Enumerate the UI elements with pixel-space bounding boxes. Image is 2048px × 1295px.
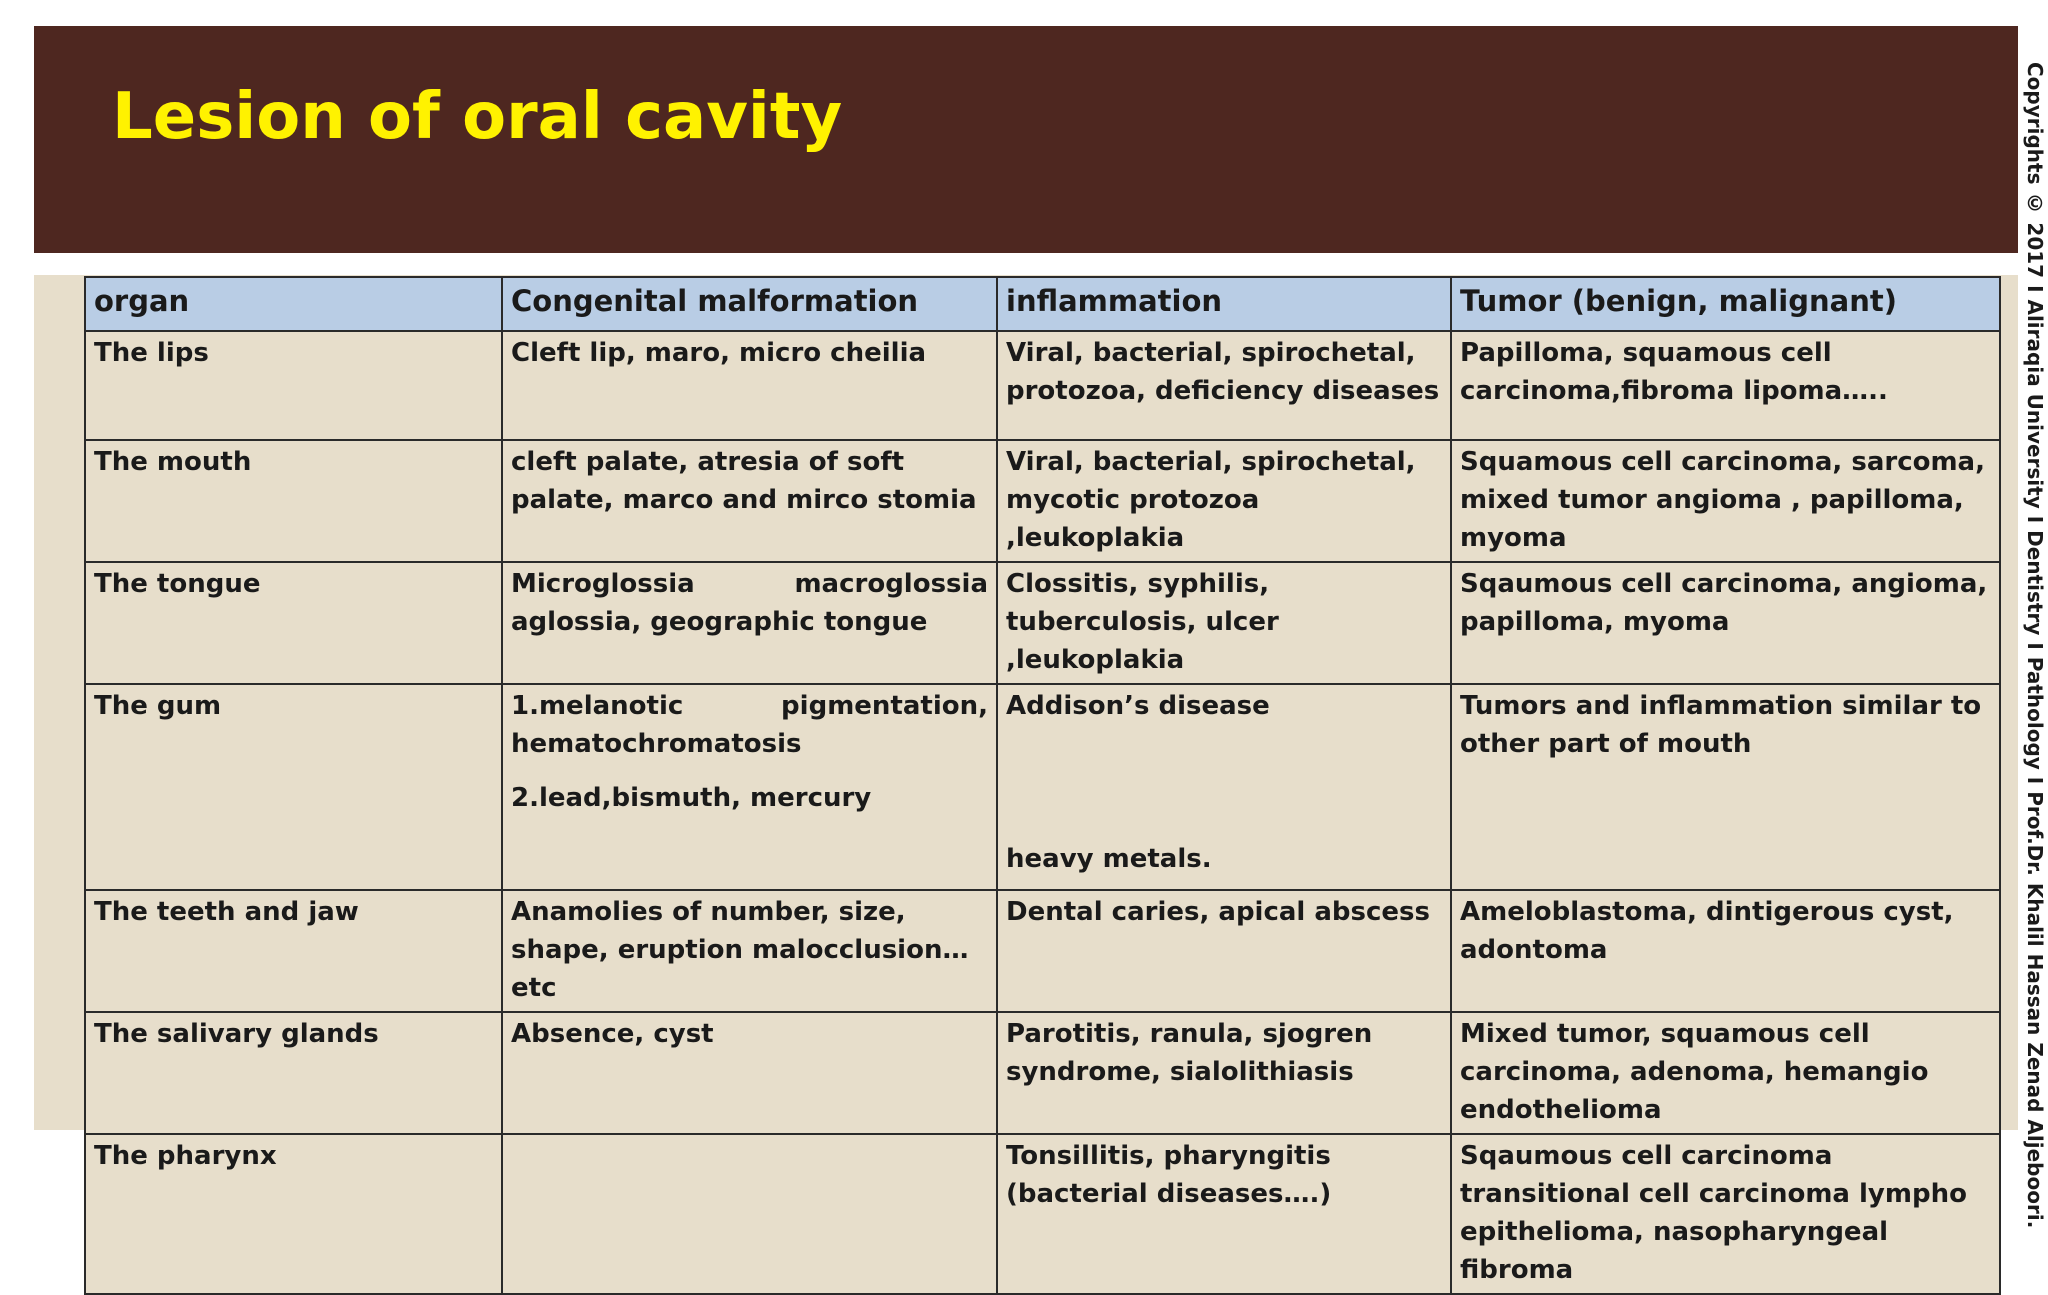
cell-organ: The pharynx — [85, 1134, 502, 1294]
cell-congenital: Anamolies of number, size, shape, eruption malocclusion…etc — [502, 890, 997, 1012]
copyright-notice: Copyrights © 2017 I Aliraqia University I Dentistry I Pathology I Prof.Dr. Khalil Hassan Zenad Aljeboori. — [2023, 62, 2047, 1229]
header-organ: organ — [85, 277, 502, 331]
cell-organ: The gum — [85, 684, 502, 890]
cell-congenital — [502, 1134, 997, 1294]
cell-spacer — [511, 763, 988, 779]
cell-tumor: Sqaumous cell carcinoma transitional cell carcinoma lympho epithelioma, nasopharyngeal fibroma — [1451, 1134, 2000, 1294]
cell-inflammation: Tonsillitis, pharyngitis (bacterial diseases….) — [997, 1134, 1451, 1294]
cell-congenital-line-2: 2.lead,bismuth, mercury — [511, 783, 872, 813]
cell-tumor: Squamous cell carcinoma, sarcoma, mixed tumor angioma , papilloma, myoma — [1451, 440, 2000, 562]
table-header-row — [85, 277, 2000, 331]
cell-organ: The lips — [85, 331, 502, 440]
cell-tumor: Ameloblastoma, dintigerous cyst, adontoma — [1451, 890, 2000, 1012]
cell-congenital — [502, 684, 997, 890]
cell-inflammation: Clossitis, syphilis, tuberculosis, ulcer ,leukoplakia — [997, 562, 1451, 684]
cell-inflammation: Viral, bacterial, spirochetal, mycotic protozoa ,leukoplakia — [997, 440, 1451, 562]
cell-organ: The teeth and jaw — [85, 890, 502, 1012]
cell-inflammation-line-1: Addison’s disease — [1006, 691, 1270, 721]
table-row — [85, 331, 2000, 440]
cell-tumor: Papilloma, squamous cell carcinoma,fibroma lipoma….. — [1451, 331, 2000, 440]
lesion-table — [84, 276, 2001, 1295]
cell-congenital-line-1: 1.melanotic pigmentation, hematochromatosis — [511, 691, 988, 759]
cell-congenital: Absence, cyst — [502, 1012, 997, 1134]
cell-inflammation: Viral, bacterial, spirochetal, protozoa, deficiency diseases — [997, 331, 1451, 440]
cell-inflammation-line-2: heavy metals. — [1006, 844, 1212, 874]
header-inflammation: inflammation — [997, 277, 1451, 331]
slide-title: Lesion of oral cavity — [112, 80, 843, 154]
table-row — [85, 1134, 2000, 1294]
cell-inflammation — [997, 684, 1451, 890]
table-row — [85, 684, 2000, 890]
cell-inflammation: Parotitis, ranula, sjogren syndrome, sialolithiasis — [997, 1012, 1451, 1134]
table-row — [85, 890, 2000, 1012]
cell-organ: The salivary glands — [85, 1012, 502, 1134]
header-tumor: Tumor (benign, malignant) — [1451, 277, 2000, 331]
cell-tumor: Mixed tumor, squamous cell carcinoma, adenoma, hemangio endothelioma — [1451, 1012, 2000, 1134]
cell-congenital: Cleft lip, maro, micro cheilia — [502, 331, 997, 440]
cell-congenital: cleft palate, atresia of soft palate, marco and mirco stomia — [502, 440, 997, 562]
table-row — [85, 440, 2000, 562]
header-congenital-malformation: Congenital malformation — [502, 277, 997, 331]
cell-tumor: Tumors and inflammation similar to other part of mouth — [1451, 684, 2000, 890]
table-row — [85, 562, 2000, 684]
cell-organ: The mouth — [85, 440, 502, 562]
cell-organ: The tongue — [85, 562, 502, 684]
table-row — [85, 1012, 2000, 1134]
cell-congenital: Microglossia macroglossia aglossia, geographic tongue — [502, 562, 997, 684]
cell-tumor: Sqaumous cell carcinoma, angioma, papilloma, myoma — [1451, 562, 2000, 684]
cell-inflammation: Dental caries, apical abscess — [997, 890, 1451, 1012]
